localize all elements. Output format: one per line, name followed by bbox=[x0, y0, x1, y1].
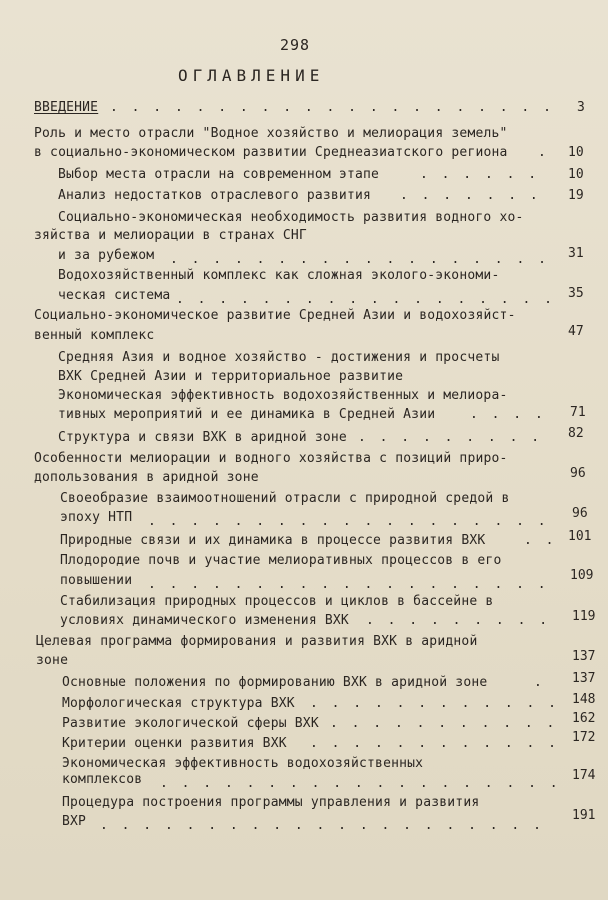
toc-entry-title: Анализ недостатков отраслевого развития bbox=[58, 188, 372, 203]
toc-entry-line: Экономическая эффективность водохозяйственных и мелиора- bbox=[58, 388, 508, 403]
toc-page-number: 172 bbox=[572, 730, 596, 745]
toc-leader-dots: . bbox=[538, 145, 549, 160]
toc-entry-line: Водохозяйственный комплекс как сложная эколого-экономи- bbox=[58, 268, 500, 283]
page-title: ОГЛАВЛЕНИЕ bbox=[178, 66, 325, 85]
toc-page-number: 174 bbox=[572, 768, 596, 783]
toc-entry-line: зяйства и мелиорации в странах СНГ bbox=[34, 228, 307, 243]
toc-entry-line: венный комплекс bbox=[34, 328, 155, 343]
toc-entry-line: допользования в аридной зоне bbox=[34, 470, 259, 485]
toc-entry-title: Основные положения по формированию ВХК в аридной зоне bbox=[62, 675, 488, 690]
toc-leader-dots: . . . . . . . bbox=[400, 188, 541, 203]
toc-page-number: 10 bbox=[568, 167, 584, 182]
toc-leader-dots: . . . . . . . . . . . bbox=[330, 716, 558, 731]
toc-leader-dots: . . . . . . . . . . . . bbox=[310, 736, 560, 751]
toc-leader-dots: . . . . . . . . . . . . . . . . . . . . . bbox=[110, 100, 554, 115]
toc-leader-dots: . . . . . . . . . bbox=[366, 613, 551, 628]
toc-leader-dots: . bbox=[534, 675, 545, 690]
toc-page-number: 137 bbox=[572, 671, 596, 686]
toc-leader-dots: . . . . bbox=[470, 407, 546, 422]
page-number: 298 bbox=[280, 36, 311, 54]
toc-page-number: 96 bbox=[570, 466, 586, 481]
toc-entry-title: Морфологическая структура ВХК bbox=[62, 696, 295, 711]
toc-page-number: 148 bbox=[572, 692, 596, 707]
toc-page-number: 31 bbox=[568, 246, 584, 261]
toc-page-number: 101 bbox=[568, 529, 592, 544]
toc-page-number: 10 bbox=[568, 145, 584, 160]
toc-leader-dots: . . . . . . . . . . . . . . . . . . bbox=[176, 292, 555, 307]
toc-entry-line: Своеобразие взаимоотношений отрасли с природной средой в bbox=[60, 491, 510, 506]
toc-entry-line: Целевая программа формирования и развития ВХК в аридной bbox=[36, 634, 478, 649]
toc-page-number: 96 bbox=[572, 506, 588, 521]
toc-leader-dots: . . . . . . . . . . . . bbox=[310, 696, 560, 711]
toc-page-number: 162 bbox=[572, 711, 596, 726]
toc-entry-line: ВХР bbox=[62, 814, 87, 829]
toc-page-number: 35 bbox=[568, 286, 584, 301]
toc-leader-dots: . . . . . . . . . . . . . . . . . . . . . bbox=[100, 818, 544, 833]
toc-entry-line: ВХК Средней Азии и территориальное развитие bbox=[58, 369, 404, 384]
toc-page-number: 191 bbox=[572, 808, 596, 823]
toc-leader-dots: . . . . . . . . . . . . . . . . . . . bbox=[160, 776, 561, 791]
toc-entry-line: ческая система bbox=[58, 288, 171, 303]
toc-entry-line: Роль и место отрасли "Водное хозяйство и мелиорация земель" bbox=[34, 126, 508, 141]
toc-entry-title: Структура и связи ВХК в аридной зоне bbox=[58, 430, 347, 445]
toc-entry-title: Природные связи и их динамика в процессе развития ВХК bbox=[60, 533, 486, 548]
toc-leader-dots: . . bbox=[524, 533, 557, 548]
toc-entry-line: Особенности мелиорации и водного хозяйства с позиций приро- bbox=[34, 451, 508, 466]
toc-page-number: 82 bbox=[568, 426, 584, 441]
toc-entry-line: Плодородие почв и участие мелиоративных процессов в его bbox=[60, 553, 502, 568]
toc-entry-line: Стабилизация природных процессов и циклов в бассейне в bbox=[60, 594, 494, 609]
toc-entry-line: эпоху НТП bbox=[60, 510, 133, 525]
toc-leader-dots: . . . . . . . . . . . . . . . . . . bbox=[170, 252, 549, 267]
toc-page-number: 119 bbox=[572, 609, 596, 624]
toc-entry-line: в социально-экономическом развитии Среднеазиатского региона bbox=[34, 145, 508, 160]
toc-page-number: 3 bbox=[577, 100, 585, 115]
toc-leader-dots: . . . . . . . . . bbox=[358, 430, 543, 445]
toc-page-number: 109 bbox=[570, 568, 594, 583]
toc-leader-dots: . . . . . . bbox=[420, 167, 540, 182]
toc-entry-line: Процедура построения программы управления и развития bbox=[62, 795, 480, 810]
toc-page-number: 71 bbox=[570, 405, 586, 420]
toc-entry-line: зоне bbox=[36, 653, 69, 668]
toc-entry-line: комплексов bbox=[62, 772, 143, 787]
toc-page-number: 137 bbox=[572, 649, 596, 664]
toc-page-number: 47 bbox=[568, 324, 584, 339]
toc-entry-title: Развитие экологической сферы ВХК bbox=[62, 716, 319, 731]
toc-entry-line: Средняя Азия и водное хозяйство - достижения и просчеты bbox=[58, 350, 500, 365]
toc-entry-title: Выбор места отрасли на современном этапе bbox=[58, 167, 380, 182]
toc-entry-line: повышении bbox=[60, 573, 133, 588]
toc-entry-line: условиях динамического изменения ВХК bbox=[60, 613, 349, 628]
toc-entry-line: и за рубежом bbox=[58, 248, 155, 263]
toc-entry-title: Критерии оценки развития ВХК bbox=[62, 736, 287, 751]
toc-entry-title: ВВЕДЕНИЕ bbox=[34, 100, 99, 115]
toc-entry-line: Социально-экономическая необходимость развития водного хо- bbox=[58, 210, 524, 225]
toc-leader-dots: . . . . . . . . . . . . . . . . . . . bbox=[148, 514, 549, 529]
toc-entry-line: Социально-экономическое развитие Средней Азии и водохозяйст- bbox=[34, 308, 516, 323]
toc-entry-line: Экономическая эффективность водохозяйственных bbox=[62, 756, 424, 771]
toc-entry-line: тивных мероприятий и ее динамика в Средней Азии bbox=[58, 407, 436, 422]
toc-leader-dots: . . . . . . . . . . . . . . . . . . . bbox=[148, 577, 549, 592]
toc-page-number: 19 bbox=[568, 188, 584, 203]
